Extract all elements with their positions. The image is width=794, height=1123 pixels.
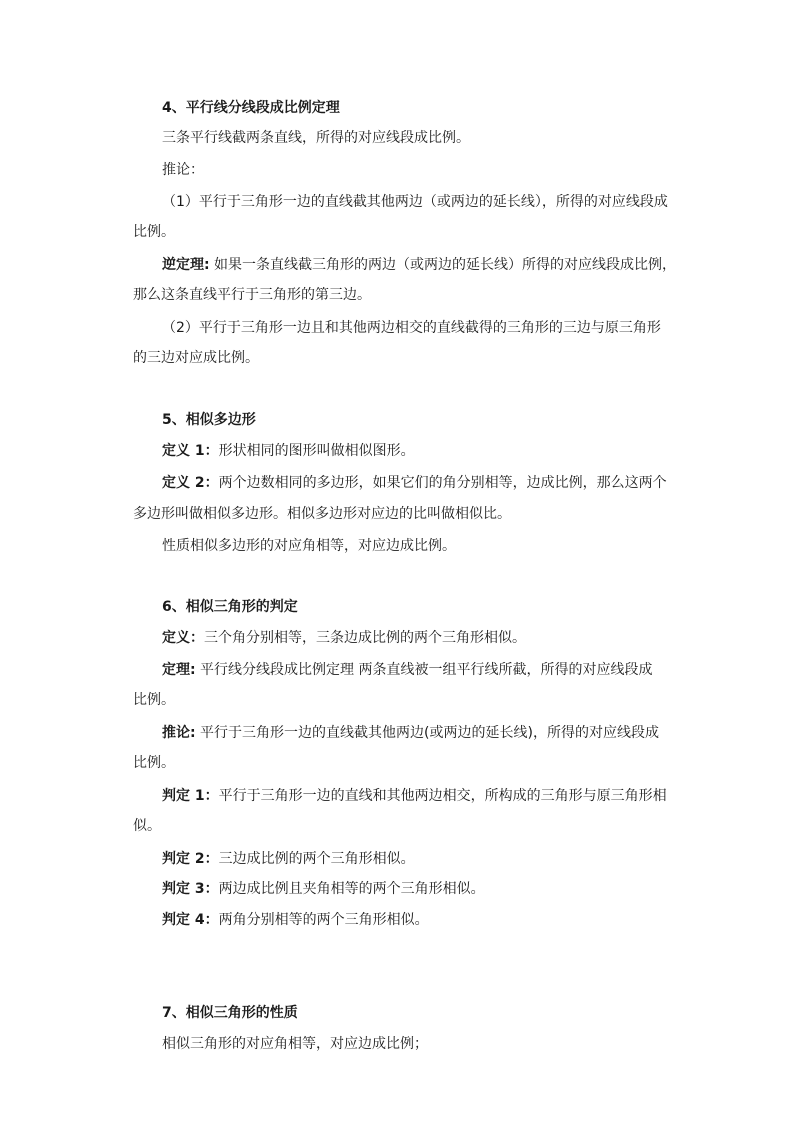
section-5-def-2-line-1 <box>162 473 667 493</box>
section-4-item-1-line-1: （1）平行于三角形一边的直线截其他两边（或两边的延长线），所得的对应线段成 <box>162 194 668 210</box>
judgment-3-label: 判定 3： <box>162 881 219 897</box>
section-4-item-2-line-1: （2）平行于三角形一边且和其他两边相交的直线截得的三角形的三边与原三角形 <box>162 320 661 336</box>
section-6-corollary-line-1 <box>162 723 659 743</box>
theorem-label: 定理: <box>162 662 196 678</box>
def-2-label: 定义 2： <box>162 475 219 491</box>
section-4-converse-line-1 <box>162 255 676 275</box>
section-4-converse-line-2: 那么这条直线平行于三角形的第三边。 <box>133 287 371 303</box>
section-6-judgment-1-line-2: 似。 <box>133 818 161 834</box>
section-6-definition <box>162 628 526 648</box>
section-6-heading: 6、相似三角形的判定 <box>162 599 298 615</box>
section-6-judgment-3 <box>162 879 485 899</box>
judgment-4-text: 两角分别相等的两个三角形相似。 <box>218 912 429 928</box>
section-7-property: 相似三角形的对应角相等，对应边成比例； <box>162 1036 428 1052</box>
section-6-theorem-line-1 <box>162 660 653 680</box>
converse-text: 如果一条直线截三角形的两边（或两边的延长线）所得的对应线段成比例， <box>209 257 677 273</box>
section-4-item-2-line-2: 的三边对应成比例。 <box>133 350 259 366</box>
section-6-judgment-1-line-1 <box>162 786 667 806</box>
section-5-heading: 5、相似多边形 <box>162 412 256 428</box>
section-6-judgment-2 <box>162 849 415 869</box>
judgment-2-label: 判定 2： <box>162 851 219 867</box>
judgment-3-text: 两边成比例且夹角相等的两个三角形相似。 <box>218 881 485 897</box>
section-5-def-1 <box>162 441 415 461</box>
def-2-text: 两个边数相同的多边形，如果它们的角分别相等，边成比例，那么这两个 <box>218 475 667 491</box>
definition-text: 三个角分别相等，三条边成比例的两个三角形相似。 <box>204 630 526 646</box>
def-1-text: 形状相同的图形叫做相似图形。 <box>218 443 415 459</box>
theorem-text: 平行线分线段成比例定理 两条直线被一组平行线所截，所得的对应线段成 <box>195 662 653 678</box>
section-6-judgment-4 <box>162 910 429 930</box>
section-4-theorem: 三条平行线截两条直线，所得的对应线段成比例。 <box>162 130 470 146</box>
definition-label: 定义： <box>162 630 204 646</box>
section-5-def-2-line-2: 多边形叫做相似多边形。相似多边形对应边的比叫做相似比。 <box>133 506 511 522</box>
section-6-theorem-line-2: 比例。 <box>133 692 175 708</box>
section-4-item-1-line-2: 比例。 <box>133 224 175 240</box>
def-1-label: 定义 1： <box>162 443 219 459</box>
section-7-heading: 7、相似三角形的性质 <box>162 1005 298 1021</box>
converse-label: 逆定理: <box>162 257 210 273</box>
section-6-corollary-line-2: 比例。 <box>133 755 175 771</box>
corollary-text: 平行于三角形一边的直线截其他两边(或两边的延长线)，所得的对应线段成 <box>195 725 659 741</box>
section-4-corollary-label: 推论： <box>162 162 204 178</box>
judgment-4-label: 判定 4： <box>162 912 219 928</box>
section-5-property: 性质相似多边形的对应角相等，对应边成比例。 <box>162 538 456 554</box>
corollary-label: 推论: <box>162 725 196 741</box>
section-4-heading: 4、平行线分线段成比例定理 <box>162 100 340 116</box>
judgment-1-label: 判定 1： <box>162 788 219 804</box>
judgment-2-text: 三边成比例的两个三角形相似。 <box>218 851 415 867</box>
judgment-1-text: 平行于三角形一边的直线和其他两边相交，所构成的三角形与原三角形相 <box>218 788 667 804</box>
